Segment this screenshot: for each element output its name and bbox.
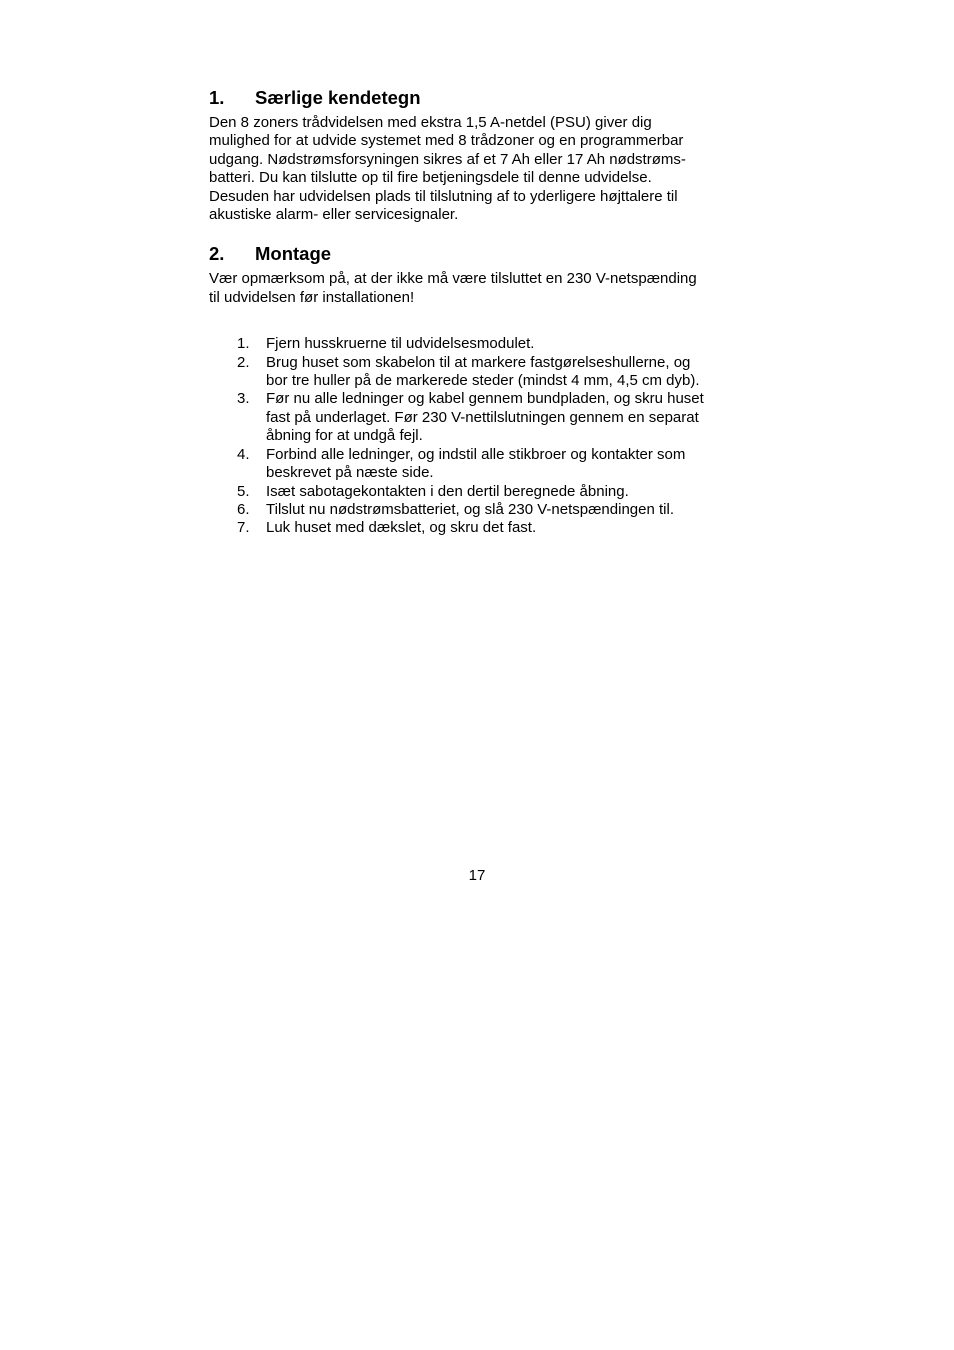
step-line: bor tre huller på de markerede steder (mindst 4 mm, 4,5 cm dyb). bbox=[266, 372, 700, 390]
section-heading-features bbox=[209, 86, 739, 110]
step-number: 1. bbox=[237, 335, 250, 353]
step-number: 5. bbox=[237, 482, 250, 500]
step-line: fast på underlaget. Før 230 V-nettilslutningen gennem en separat bbox=[266, 408, 699, 426]
installation-warning-paragraph bbox=[209, 270, 739, 307]
step-line: Brug huset som skabelon til at markere fastgørelseshullerne, og bbox=[266, 353, 691, 371]
step-line: Isæt sabotagekontakten i den dertil beregnede åbning. bbox=[266, 482, 629, 500]
step-line: Forbind alle ledninger, og indstil alle stikbroer og kontakter som bbox=[266, 445, 686, 463]
step-text bbox=[266, 519, 739, 537]
page-number: 17 bbox=[468, 867, 486, 884]
section-number: 2. bbox=[209, 243, 225, 265]
features-paragraph bbox=[209, 114, 739, 224]
step-number: 2. bbox=[237, 353, 250, 371]
list-item bbox=[209, 501, 739, 519]
paragraph-line: akustiske alarm- eller servicesignaler. bbox=[209, 206, 459, 224]
list-item bbox=[209, 335, 739, 353]
section-number: 1. bbox=[209, 87, 225, 108]
step-text bbox=[266, 354, 739, 391]
paragraph-line: til udvidelsen før installationen! bbox=[209, 288, 415, 306]
list-item bbox=[209, 483, 739, 501]
step-text bbox=[266, 390, 739, 445]
step-line: Luk huset med dækslet, og skru det fast. bbox=[266, 519, 537, 537]
paragraph-line: udgang. Nødstrømsforsyningen sikres af et 7 Ah eller 17 Ah nødstrøms- bbox=[209, 150, 686, 168]
paragraph-line: Den 8 zoners trådvidelsen med ekstra 1,5 A-netdel (PSU) giver dig bbox=[209, 114, 652, 131]
step-number: 6. bbox=[237, 500, 250, 518]
installation-steps-list bbox=[209, 335, 739, 537]
paragraph-line: Vær opmærksom på, at der ikke må være tilsluttet en 230 V-netspænding bbox=[209, 270, 697, 288]
step-line: åbning for at undgå fejl. bbox=[266, 427, 423, 445]
page-content bbox=[209, 86, 739, 538]
step-number: 7. bbox=[237, 519, 250, 537]
section-title: Særlige kendetegn bbox=[255, 87, 421, 108]
step-line: Fjern husskruerne til udvidelsesmodulet. bbox=[266, 335, 535, 353]
step-line: Tilslut nu nødstrømsbatteriet, og slå 230 V-netspændingen til. bbox=[266, 500, 674, 518]
step-text bbox=[266, 483, 739, 501]
step-number: 3. bbox=[237, 390, 250, 408]
step-text bbox=[266, 501, 739, 519]
list-item bbox=[209, 446, 739, 483]
step-number: 4. bbox=[237, 445, 250, 463]
step-text bbox=[266, 446, 739, 483]
step-line: beskrevet på næste side. bbox=[266, 464, 434, 482]
list-item bbox=[209, 390, 739, 445]
list-item bbox=[209, 519, 739, 537]
paragraph-line: Desuden har udvidelsen plads til tilslutning af to yderligere højttalere til bbox=[209, 187, 678, 205]
paragraph-line: batteri. Du kan tilslutte op til fire betjeningsdele til denne udvidelse. bbox=[209, 169, 652, 187]
section-heading-installation bbox=[209, 242, 739, 266]
section-title: Montage bbox=[255, 243, 332, 265]
step-line: Før nu alle ledninger og kabel gennem bundpladen, og skru huset bbox=[266, 390, 704, 408]
step-text bbox=[266, 335, 739, 353]
list-item bbox=[209, 354, 739, 391]
paragraph-line: mulighed for at udvide systemet med 8 trådzoner og en programmerbar bbox=[209, 132, 684, 150]
